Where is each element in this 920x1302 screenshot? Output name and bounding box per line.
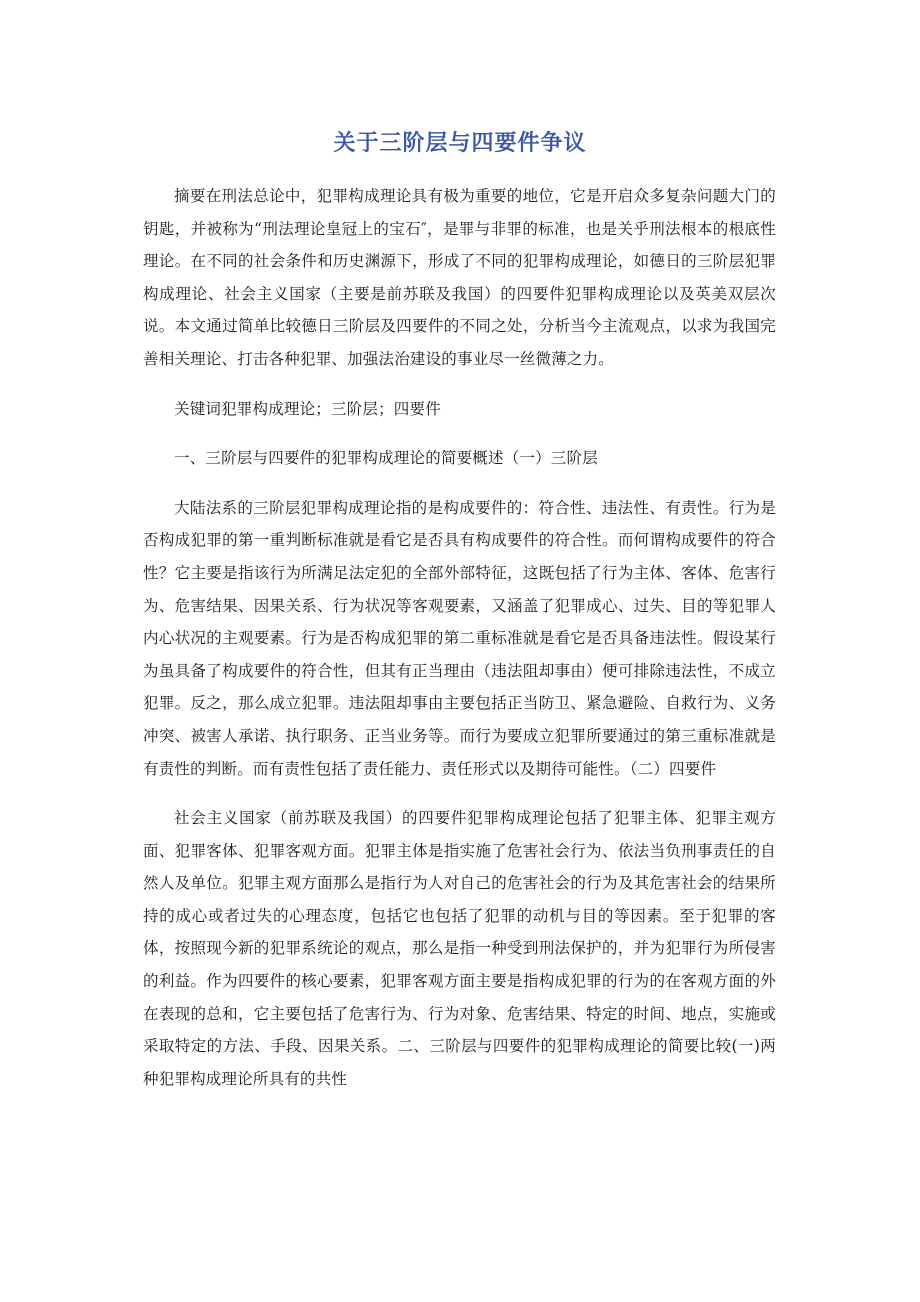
document-body bbox=[143, 180, 776, 1095]
keywords-paragraph: 关键词犯罪构成理论；三阶层；四要件 bbox=[174, 399, 441, 418]
four-element-paragraph: 社会主义国家（前苏联及我国）的四要件犯罪构成理论包括了犯罪主体、犯罪主观方面、犯罪客体、犯罪客观方面。犯罪主体是指实施了危害社会行为、依法当负刑事责任的自然人及单位。犯罪主观方面那么是指行为人对自己的危害社会的行为及其危害社会的结果所持的成心或者过失的心理态度，包括它也包括了犯罪的动机与目的等因素。至于犯罪的客体，按照现今新的犯罪系统论的观点，那么是指一种受到刑法保护的，并为犯罪行为所侵害的利益。作为四要件的核心要素，犯罪客观方面主要是指构成犯罪的行为的在客观方面的外在表现的总和，它主要包括了危害行为、行为对象、危害结果、特定的时间、地点，实施或采取特定的方法、手段、因果关系。二、三阶层与四要件的犯罪构成理论的简要比较(一)两种犯罪构成理论所具有的共性 bbox=[143, 809, 776, 1088]
section-heading-paragraph: 一、三阶层与四要件的犯罪构成理论的简要概述（一）三阶层 bbox=[174, 449, 598, 468]
abstract-paragraph: 摘要在刑法总论中，犯罪构成理论具有极为重要的地位，它是开启众多复杂问题大门的钥匙，并被称为“刑法理论皇冠上的宝石″，是罪与非罪的标准，也是关乎刑法根本的根底性理论。在不同的社会条件和历史渊源下，形成了不同的犯罪构成理论，如德日的三阶层犯罪构成理论、社会主义国家（主要是前苏联及我国）的四要件犯罪构成理论以及英美双层次说。本文通过简单比较德日三阶层及四要件的不同之处，分析当今主流观点，以求为我国完善相关理论、打击各种犯罪、加强法治建设的事业尽一丝微薄之力。 bbox=[143, 187, 776, 368]
document-title: 关于三阶层与四要件争议 bbox=[333, 131, 587, 156]
three-tier-paragraph: 大陆法系的三阶层犯罪构成理论指的是构成要件的：符合性、违法性、有责性。行为是否构成犯罪的第一重判断标准就是看它是否具有构成要件的符合性。而何谓构成要件的符合性？它主要是指该行为所满足法定犯的全部外部特征，这既包括了行为主体、客体、危害行为、危害结果、因果关系、行为状况等客观要素，又涵盖了犯罪成心、过失、目的等犯罪人内心状况的主观要素。行为是否构成犯罪的第二重标准就是看它是否具备违法性。假设某行为虽具备了构成要件的符合性，但其有正当理由（违法阻却事由）便可排除违法性，不成立犯罪。反之，那么成立犯罪。违法阻却事由主要包括正当防卫、紧急避险、自救行为、义务冲突、被害人承诺、执行职务、正当业务等。而行为要成立犯罪所要通过的第三重标准就是有责性的判断。而有责性包括了责任能力、责任形式以及期待可能性。（二）四要件 bbox=[143, 498, 776, 778]
